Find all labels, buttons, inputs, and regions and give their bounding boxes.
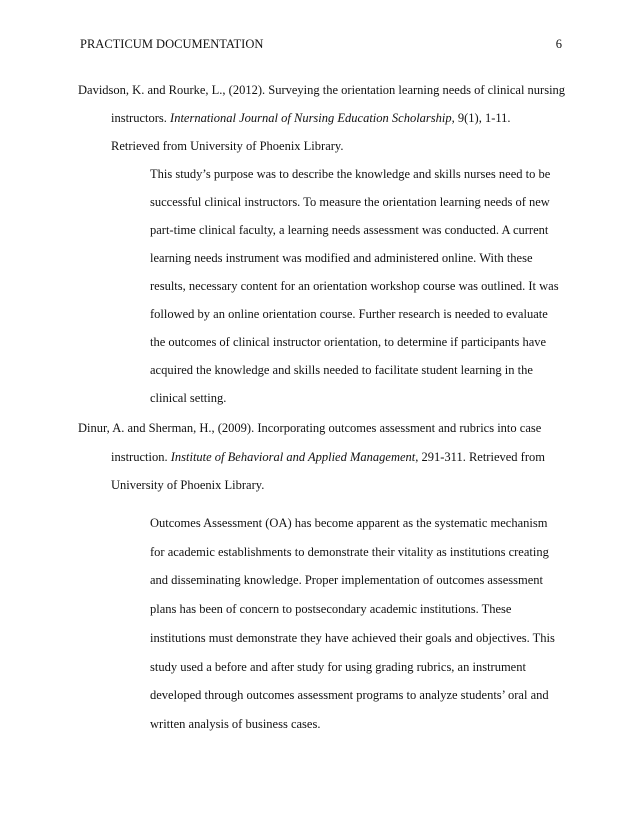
page-number: 6 — [555, 37, 562, 51]
journal-title: Institute of Behavioral and Applied Management — [170, 450, 416, 464]
citation-line: Dinur, A. and Sherman, H., (2009). Incorporating outcomes assessment and rubrics into case — [78, 421, 542, 435]
running-head-title: PRACTICUM DOCUMENTATION — [80, 37, 264, 51]
annotation-line: and disseminating knowledge. Proper implementation of outcomes assessment — [150, 573, 543, 587]
annotation-line: institutions must demonstrate they have achieved their goals and objectives. This — [150, 631, 555, 645]
citation-text: , 291-311. Retrieved from — [415, 450, 545, 464]
citation-line — [111, 449, 545, 465]
annotation-line: study used a before and after study for using grading rubrics, an instrument — [150, 660, 526, 674]
citation-text: instructors. — [111, 111, 171, 125]
annotation-line: Outcomes Assessment (OA) has become apparent as the systematic mechanism — [150, 516, 548, 530]
annotation-line: developed through outcomes assessment programs to analyze students’ oral and — [150, 688, 549, 702]
annotation-line: for academic establishments to demonstrate their vitality as institutions creating — [150, 545, 549, 559]
annotation-line: acquired the knowledge and skills needed to facilitate student learning in the — [150, 363, 533, 377]
citation-line: Retrieved from University of Phoenix Library. — [111, 139, 344, 153]
annotation-line: the outcomes of clinical instructor orientation, to determine if participants have — [150, 335, 547, 349]
annotation-line: written analysis of business cases. — [150, 717, 321, 731]
citation-text: instruction. — [111, 450, 171, 464]
annotation-line: This study’s purpose was to describe the knowledge and skills nurses need to be — [150, 167, 551, 181]
annotation-line: successful clinical instructors. To measure the orientation learning needs of new — [150, 195, 550, 209]
annotation-line: learning needs instrument was modified and administered online. With these — [150, 251, 533, 265]
annotation-line: plans has been of concern to postsecondary academic institutions. These — [150, 602, 512, 616]
journal-title: International Journal of Nursing Education Scholarship, — [170, 111, 455, 125]
annotation-line: followed by an online orientation course. Further research is needed to evaluate — [150, 307, 548, 321]
annotation-line: clinical setting. — [150, 391, 227, 405]
citation-line: Davidson, K. and Rourke, L., (2012). Surveying the orientation learning needs of clinical nursing — [78, 83, 566, 97]
citation-line — [111, 110, 511, 126]
annotation-line: part-time clinical faculty, a learning needs assessment was conducted. A current — [150, 223, 549, 237]
citation-line: University of Phoenix Library. — [111, 478, 265, 492]
citation-text: 9(1), 1-11. — [454, 111, 511, 125]
annotation-line: results, necessary content for an orientation workshop course was outlined. It was — [150, 279, 559, 293]
